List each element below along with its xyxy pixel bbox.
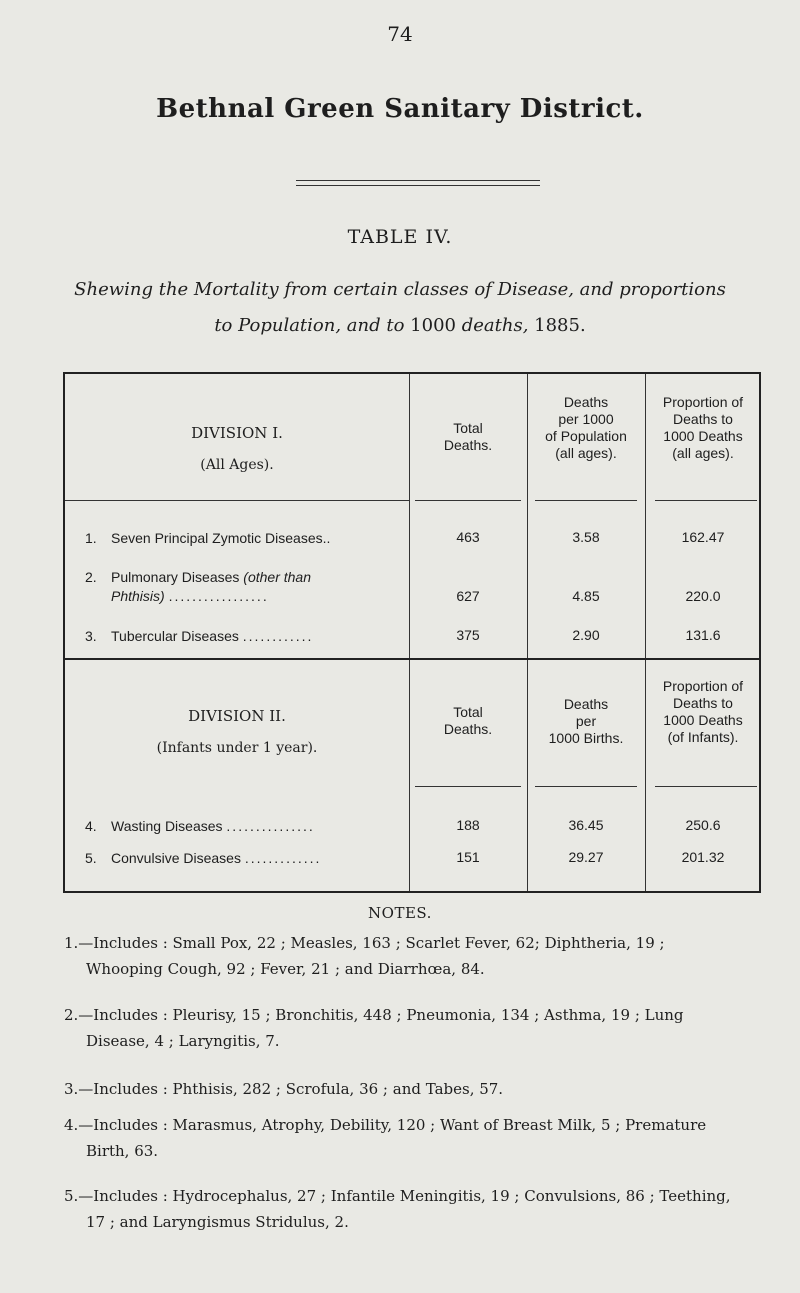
division-separator: [65, 658, 759, 660]
table-cell: 4.85: [572, 588, 600, 604]
caption-line-1: Shewing the Mortality from certain classes of Disease, and proportions: [74, 279, 726, 300]
table-cell: 220.0: [685, 588, 721, 604]
table-row-label-cont: Phthisis) .................: [111, 588, 269, 604]
note-item: 1.—Includes : Small Pox, 22 ; Measles, 163 ; Scarlet Fever, 62; Diphtheria, 19 ; Whooping Cough, 92 ; Fever, 21 ; and Diarrhœa, 84.: [64, 934, 665, 978]
table-cell: 2.90: [572, 627, 600, 643]
table-cell: 250.6: [685, 817, 721, 833]
mortality-table: [63, 372, 761, 893]
table-cell: 375: [456, 627, 480, 643]
page-number: 74: [387, 22, 413, 46]
notes-title: NOTES.: [368, 904, 432, 922]
table-row-label: 2. Pulmonary Diseases (other than: [85, 569, 311, 585]
header-underline: [535, 500, 637, 501]
table-cell: 162.47: [681, 529, 725, 545]
note-item: 3.—Includes : Phthisis, 282 ; Scrofula, 36 ; and Tabes, 57.: [64, 1080, 504, 1098]
header-underline: [535, 786, 637, 787]
note-item: 4.—Includes : Marasmus, Atrophy, Debility, 120 ; Want of Breast Milk, 5 ; Premature Birth, 63.: [64, 1116, 707, 1160]
caption-line-2: [0, 315, 800, 336]
table-row-label: 4. Wasting Diseases ...............: [85, 818, 315, 834]
title-rule-top: [296, 180, 540, 181]
page-title: Bethnal Green Sanitary District.: [156, 94, 644, 124]
table-cell: 201.32: [681, 849, 725, 865]
note-item: 2.—Includes : Pleurisy, 15 ; Bronchitis, 448 ; Pneumonia, 134 ; Asthma, 19 ; Lung Disease, 4 ; Laryngitis, 7.: [64, 1006, 684, 1050]
header-underline: [655, 500, 757, 501]
table-row-label: 1. Seven Principal Zymotic Diseases..: [85, 530, 331, 546]
table-row-label: 5. Convulsive Diseases .............: [85, 850, 322, 866]
table-cell: 627: [456, 588, 480, 604]
table-cell: 151: [456, 849, 480, 865]
title-rule-bottom: [296, 185, 540, 186]
table-cell: 3.58: [572, 529, 600, 545]
header-underline: [655, 786, 757, 787]
caption-part-a: to Population, and to: [214, 315, 405, 336]
table-title: TABLE IV.: [347, 226, 453, 248]
table-cell: 131.6: [685, 627, 721, 643]
table-row-label: 3. Tubercular Diseases ............: [85, 628, 314, 644]
division-1-subheading: (All Ages).: [200, 457, 274, 473]
header-underline: [65, 500, 409, 501]
div2-header-proportion: Proportion of Deaths to 1000 Deaths (of Infants).: [662, 678, 744, 745]
div2-header-rate: Deaths per 1000 Births.: [548, 696, 624, 746]
div1-header-rate: Deaths per 1000 of Population (all ages).: [545, 394, 627, 461]
div1-header-proportion: Proportion of Deaths to 1000 Deaths (all ages).: [662, 394, 744, 461]
caption-part-b: deaths,: [461, 315, 529, 336]
div2-header-total: Total Deaths.: [443, 704, 493, 737]
header-underline: [415, 786, 521, 787]
caption-year: 1885.: [534, 315, 586, 336]
table-cell: 188: [456, 817, 480, 833]
table-cell: 463: [456, 529, 480, 545]
note-item: 5.—Includes : Hydrocephalus, 27 ; Infantile Meningitis, 19 ; Convulsions, 86 ; Teething, 17 ; and Laryngismus Stridulus, 2.: [64, 1187, 731, 1231]
header-underline: [415, 500, 521, 501]
division-2-subheading: (Infants under 1 year).: [156, 740, 318, 756]
division-2-heading: DIVISION II.: [188, 707, 286, 725]
table-cell: 36.45: [568, 817, 604, 833]
division-1-heading: DIVISION I.: [191, 424, 283, 442]
table-cell: 29.27: [568, 849, 604, 865]
caption-number: 1000: [410, 315, 456, 336]
div1-header-total: Total Deaths.: [443, 420, 493, 453]
